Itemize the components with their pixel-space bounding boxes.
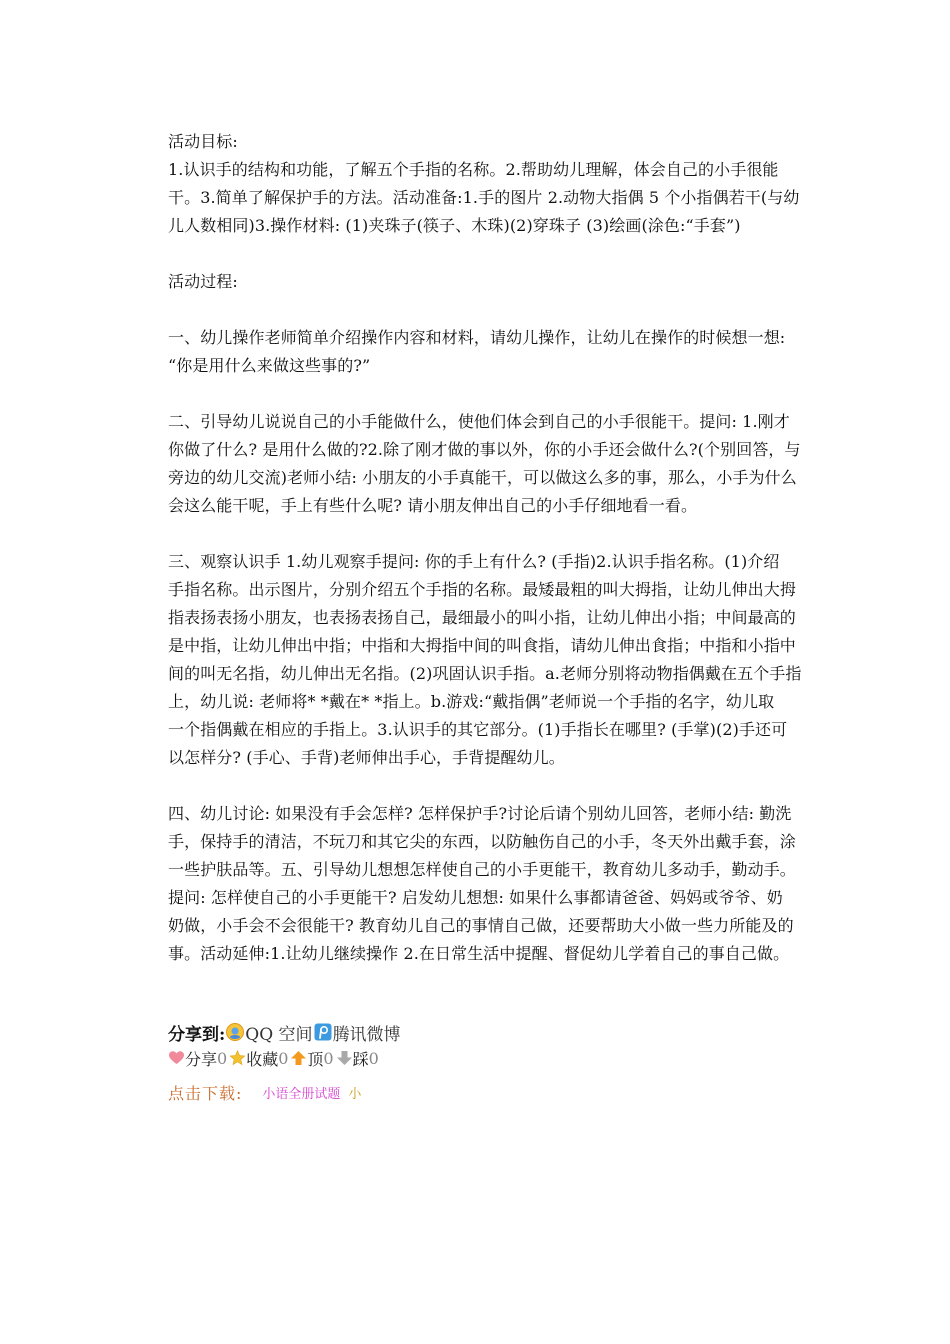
downvote-label[interactable]: 踩 [352,1049,369,1069]
share-prefix: 分享到: [168,1024,226,1045]
paragraph-gap [168,380,838,408]
text-line: 你做了什么? 是用什么做的?2.除了刚才做的事以外，你的小手还会做什么?(个别回答，与 [168,440,801,459]
qzone-icon[interactable] [226,1023,244,1041]
paragraph-gap [168,772,838,800]
text-line: 干。3.简单了解保护手的方法。活动准备:1.手的图片 2.动物大指偶 5 个小指偶若干(与幼 [168,188,800,207]
text-line: 指表扬表扬小朋友，也表扬表扬自己，最细最小的叫小指，让幼儿伸出小指；中间最高的 [168,608,796,627]
tencent-weibo-link[interactable]: 腾讯微博 [332,1024,401,1045]
paragraph-gap [168,520,838,548]
text-line: 以怎样分? (手心、手背)老师伸出手心，手背提醒幼儿。 [168,748,565,767]
text-line: 上，幼儿说: 老师将* *戴在* *指上。b.游戏:“戴指偶”老师说一个手指的名字，幼儿取 [168,692,775,711]
text-line: 事。活动延伸:1.让幼儿继续操作 2.在日常生活中提醒、督促幼儿学着自己的事自己做。 [168,944,790,963]
text-line: 一个指偶戴在相应的手指上。3.认识手的其它部分。(1)手指长在哪里? (手掌)(2)手还可 [168,720,788,739]
share-bar [168,1018,401,1046]
action-bar [168,1046,381,1070]
text-line: 四、幼儿讨论: 如果没有手会怎样? 怎样保护手?讨论后请个别幼儿回答，老师小结: 勤洗 [168,804,792,823]
favorite-label[interactable]: 收藏 [246,1049,279,1069]
favorite-count: 0 [278,1048,289,1068]
download-row [168,1079,361,1105]
text-line: 奶做，小手会不会很能干? 教育幼儿自己的事情自己做，还要帮助大小做一些力所能及的 [168,916,794,935]
text-line: 会这么能干呢，手上有些什么呢? 请小朋友伸出自己的小手仔细地看一看。 [168,496,698,515]
text-line: 儿人数相同)3.操作材料: (1)夹珠子(筷子、木珠)(2)穿珠子 (3)绘画(涂色:“手套”) [168,216,741,235]
text-line: 二、引导幼儿说说自己的小手能做什么，使他们体会到自己的小手很能干。提问: 1.刚才 [168,412,790,431]
text-line: “你是用什么来做这些事的?” [168,356,371,375]
upvote-label[interactable]: 顶 [307,1049,324,1069]
text-line: 一、幼儿操作老师简单介绍操作内容和材料，请幼儿操作，让幼儿在操作的时候想一想: [168,328,786,347]
download-link[interactable]: 小语全册试题 [262,1086,341,1102]
text-line: 活动目标: [168,132,238,151]
text-line: 是中指，让幼儿伸出中指；中指和大拇指中间的叫食指，请幼儿伸出食指；中指和小指中 [168,636,796,655]
text-line: 旁边的幼儿交流)老师小结: 小朋友的小手真能干，可以做这么多的事，那么，小手为什么 [168,468,797,487]
arrow-up-icon[interactable] [290,1050,307,1066]
text-line: 1.认识手的结构和功能，了解五个手指的名称。2.帮助幼儿理解，体会自己的小手很能 [168,160,779,179]
star-icon[interactable] [229,1050,246,1066]
upvote-count: 0 [323,1048,334,1068]
text-line: 提问: 怎样使自己的小手更能干? 启发幼儿想想: 如果什么事都请爸爸、妈妈或爷爷、奶 [168,888,783,907]
text-line: 手，保持手的清洁，不玩刀和其它尖的东西，以防触伤自己的小手，冬天外出戴手套，涂 [168,832,796,851]
document-body [168,128,838,968]
text-line: 手指名称。出示图片，分别介绍五个手指的名称。最矮最粗的叫大拇指，让幼儿伸出大拇 [168,580,796,599]
text-line: 一些护肤品等。五、引导幼儿想想怎样使自己的小手更能干，教育幼儿多动手，勤动手。 [168,860,796,879]
share-count: 0 [217,1048,228,1068]
share-action-label[interactable]: 分享 [185,1049,218,1069]
text-line: 活动过程: [168,272,238,291]
paragraph-gap [168,296,838,324]
download-link-partial[interactable]: 小 [348,1086,362,1102]
arrow-down-icon[interactable] [336,1050,353,1066]
qzone-link[interactable]: QQ 空间 [245,1024,313,1045]
text-line: 间的叫无名指，幼儿伸出无名指。(2)巩固认识手指。a.老师分别将动物指偶戴在五个手指 [168,664,802,683]
heart-icon[interactable] [168,1050,185,1066]
paragraph-gap [168,240,838,268]
download-label: 点击下载: [168,1083,243,1103]
downvote-count: 0 [368,1048,379,1068]
text-line: 三、观察认识手 1.幼儿观察手提问: 你的手上有什么? (手指)2.认识手指名称。(1)介绍 [168,552,780,571]
tencent-weibo-icon[interactable] [314,1023,332,1041]
